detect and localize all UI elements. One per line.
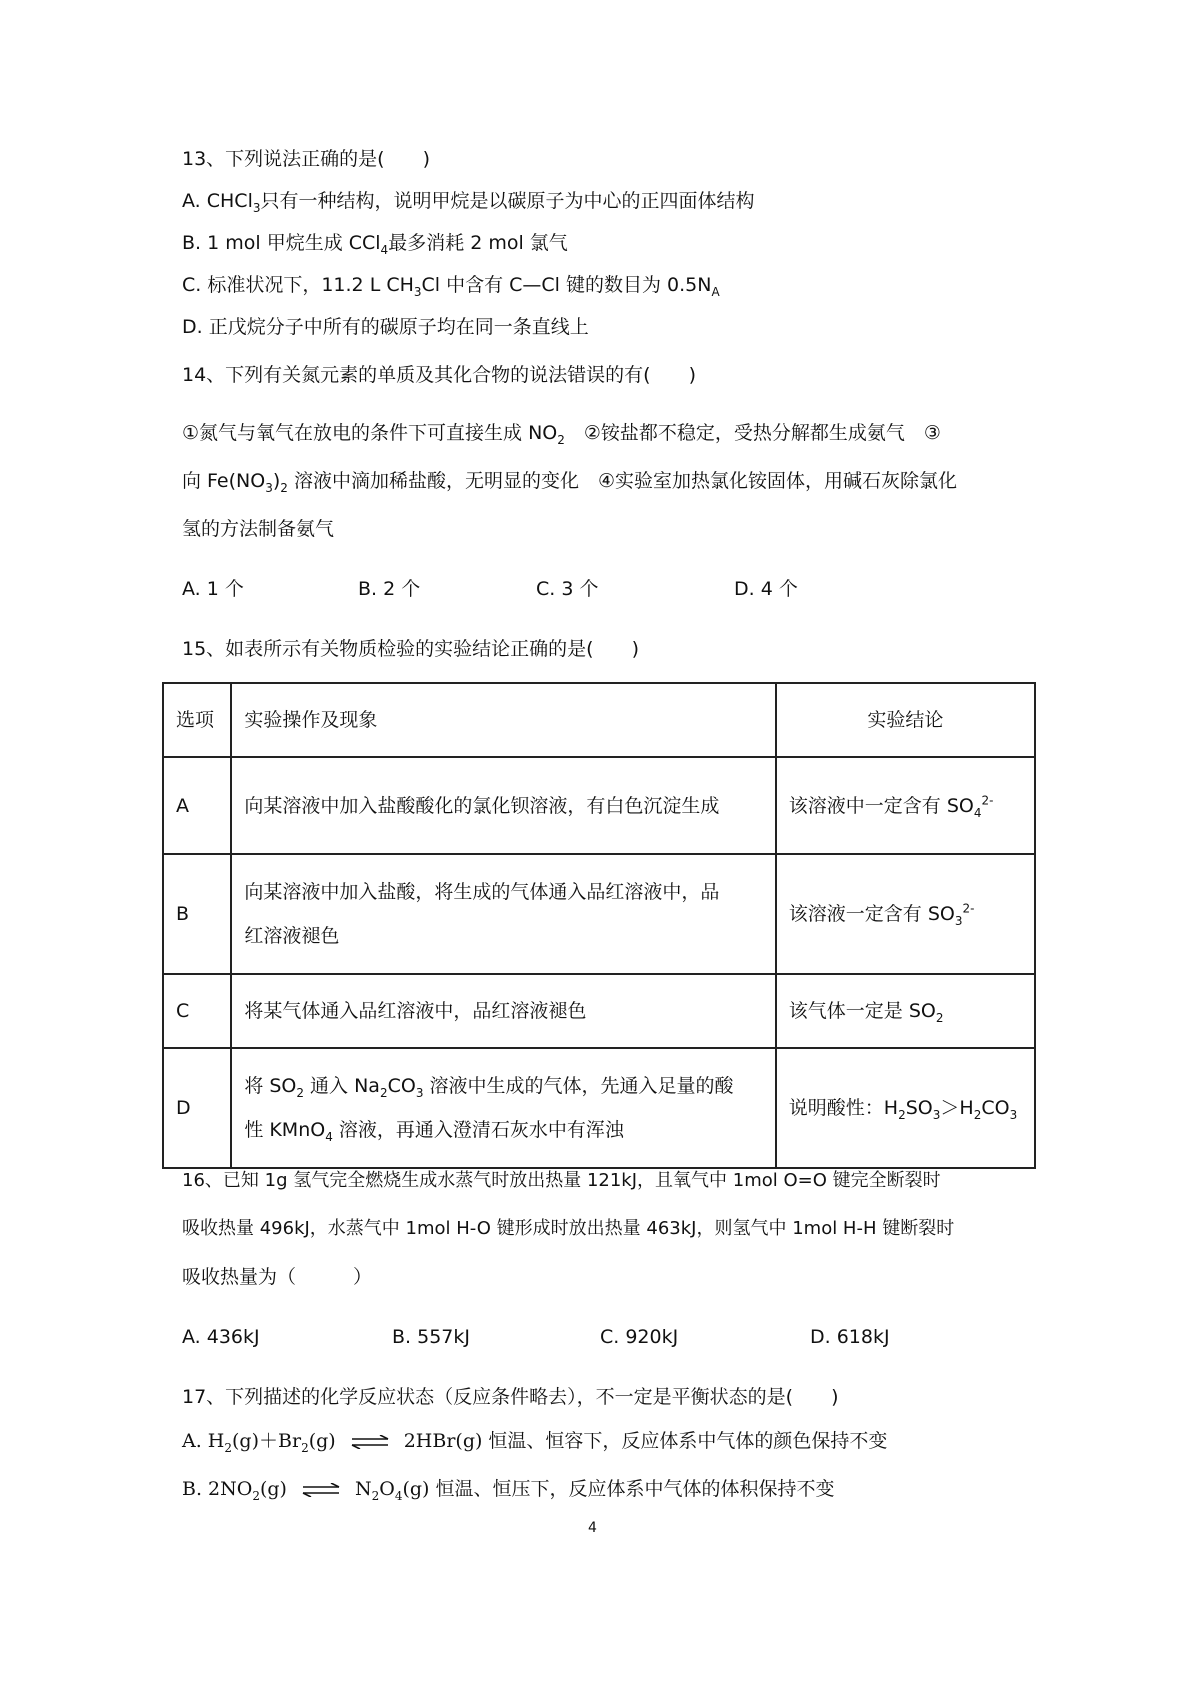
row-conclusion: 该溶液中一定含有 $SO_4^{2-}$ bbox=[776, 757, 1035, 854]
q13-option-c: C. 标准状况下，11.2 L $CH_3Cl$ 中含有 C—Cl 键的数目为 $0.5N_A$ bbox=[182, 274, 720, 299]
q15-stem: 15、如表所示有关物质检验的实验结论正确的是( ) bbox=[182, 638, 640, 660]
q14-option-c: C. 3 个 bbox=[536, 578, 599, 600]
q13-option-d: D. 正戊烷分子中所有的碳原子均在同一条直线上 bbox=[182, 316, 589, 338]
table-row bbox=[163, 974, 1035, 1048]
q14-statement-line1: ①氮气与氧气在放电的条件下可直接生成 $NO_2$ ②铵盐都不稳定，受热分解都生成氨气 ③ bbox=[182, 422, 941, 447]
row-conclusion: 说明酸性：$H_2SO_3>H_2CO_3$ bbox=[776, 1048, 1035, 1168]
row-operation: 向某溶液中加入盐酸酸化的氯化钡溶液，有白色沉淀生成 bbox=[231, 757, 775, 854]
q16-option-d: D. 618kJ bbox=[810, 1326, 890, 1348]
row-operation: 向某溶液中加入盐酸，将生成的气体通入品红溶液中，品 红溶液褪色 bbox=[231, 854, 775, 974]
q14-option-b: B. 2 个 bbox=[358, 578, 421, 600]
q14-option-a: A. 1 个 bbox=[182, 578, 244, 600]
table-header-row bbox=[163, 683, 1035, 757]
q17-option-a: A. $H_2(g)+Br_2(g)$ 2HBr(g) 恒温、恒容下，反应体系中气体的颜色保持不变 bbox=[182, 1430, 888, 1455]
q16-option-c: C. 920kJ bbox=[600, 1326, 679, 1348]
q16-line3: 吸收热量为（ ） bbox=[182, 1266, 373, 1288]
equilibrium-arrow-icon bbox=[350, 1435, 390, 1449]
row-option: B bbox=[163, 854, 231, 974]
equilibrium-arrow-icon bbox=[301, 1483, 341, 1497]
header-option: 选项 bbox=[163, 683, 231, 757]
row-conclusion: 该气体一定是 $SO_2$ bbox=[776, 974, 1035, 1048]
q13-option-a: A. CHCl$_3$只有一种结构，说明甲烷是以碳原子为中心的正四面体结构 bbox=[182, 190, 755, 215]
q13-option-b: B. 1 mol 甲烷生成 CCl$_4$最多消耗 2 mol 氯气 bbox=[182, 232, 568, 257]
row-operation: 将 $SO_2$ 通入 $Na_2CO_3$ 溶液中生成的气体，先通入足量的酸 性 KMnO$_4$ 溶液，再通入澄清石灰水中有浑浊 bbox=[231, 1048, 775, 1168]
row-option: A bbox=[163, 757, 231, 854]
page-number: 4 bbox=[588, 1520, 597, 1536]
header-conclusion: 实验结论 bbox=[776, 683, 1035, 757]
row-conclusion: 该溶液一定含有 $SO_3^{2-}$ bbox=[776, 854, 1035, 974]
q14-option-d: D. 4 个 bbox=[734, 578, 798, 600]
q16-option-a: A. 436kJ bbox=[182, 1326, 260, 1348]
table-row bbox=[163, 1048, 1035, 1168]
q16-line2: 吸收热量 496kJ，水蒸气中 1mol H-O 键形成时放出热量 463kJ，则氢气中 1mol H-H 键断裂时 bbox=[182, 1218, 955, 1239]
q14-stem: 14、下列有关氮元素的单质及其化合物的说法错误的有( ) bbox=[182, 364, 697, 386]
header-operation: 实验操作及现象 bbox=[231, 683, 775, 757]
table-row bbox=[163, 757, 1035, 854]
q14-statement-line3: 氢的方法制备氨气 bbox=[182, 518, 335, 540]
q16-line1: 16、已知 1g 氢气完全燃烧生成水蒸气时放出热量 121kJ，且氧气中 1mol O=O 键完全断裂时 bbox=[182, 1170, 941, 1191]
q17-option-b: B. $2NO_2(g)$ $N_2O_4(g)$ 恒温、恒压下，反应体系中气体的体积保持不变 bbox=[182, 1478, 835, 1503]
row-option: D bbox=[163, 1048, 231, 1168]
row-operation: 将某气体通入品红溶液中，品红溶液褪色 bbox=[231, 974, 775, 1048]
q16-option-b: B. 557kJ bbox=[392, 1326, 470, 1348]
q13-stem: 13、下列说法正确的是( ) bbox=[182, 148, 431, 170]
q14-statement-line2: 向 $Fe(NO_3)_2$ 溶液中滴加稀盐酸，无明显的变化 ④实验室加热氯化铵固体，用碱石灰除氯化 bbox=[182, 470, 957, 495]
table-row bbox=[163, 854, 1035, 974]
q17-stem: 17、下列描述的化学反应状态（反应条件略去），不一定是平衡状态的是( ) bbox=[182, 1386, 839, 1408]
row-option: C bbox=[163, 974, 231, 1048]
q15-table bbox=[162, 682, 1036, 1169]
